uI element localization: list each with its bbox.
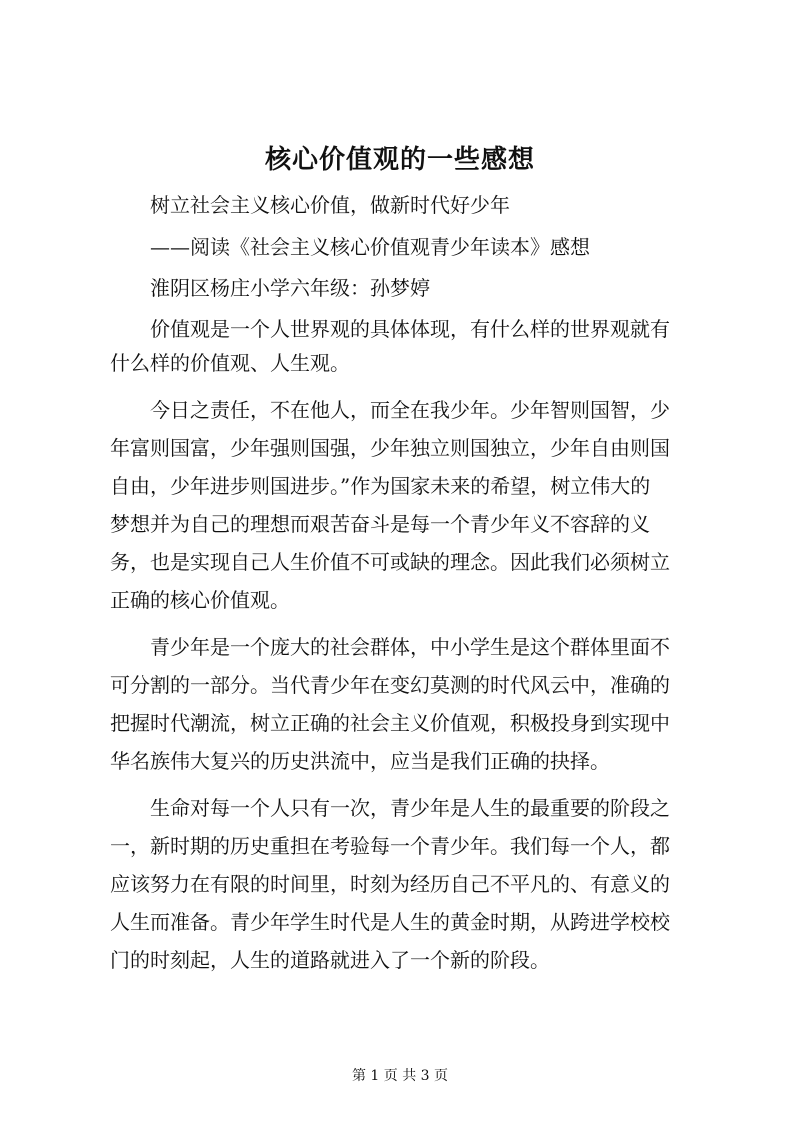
paragraph-line: 今日之责任，不在他人，而全在我少年。少年智则国智，少	[150, 398, 670, 422]
author-line: 淮阴区杨庄小学六年级：孙梦婷	[150, 276, 430, 300]
paragraph-line: 人生而准备。青少年学生时代是人生的黄金时期，从跨进学校校	[110, 910, 670, 934]
paragraph-line: 华名族伟大复兴的历史洪流中，应当是我们正确的抉择。	[110, 749, 610, 773]
document-title: 核心价值观的一些感想	[264, 145, 535, 175]
paragraph-line: 正确的核心价值观。	[110, 588, 290, 612]
paragraph-line: 门的时刻起，人生的道路就进入了一个新的阶段。	[110, 948, 550, 972]
paragraph-line: 生命对每一个人只有一次，青少年是人生的最重要的阶段之	[150, 796, 670, 820]
paragraph-line: 把握时代潮流，树立正确的社会主义价值观，积极投身到实现中	[110, 711, 670, 735]
paragraph-line: 一，新时期的历史重担在考验每一个青少年。我们每一个人，都	[110, 834, 670, 858]
paragraph-line: 青少年是一个庞大的社会群体，中小学生是这个群体里面不	[150, 635, 670, 659]
page-footer: 第 1 页 共 3 页	[351, 1068, 449, 1084]
reading-note: ——阅读《社会主义核心价值观青少年读本》感想	[150, 235, 590, 259]
paragraph-line: 可分割的一部分。当代青少年在变幻莫测的时代风云中，准确的	[110, 673, 670, 697]
paragraph-line: 务，也是实现自己人生价值不可或缺的理念。因此我们必须树立	[110, 550, 670, 574]
paragraph-line: 年富则国富，少年强则国强，少年独立则国独立，少年自由则国	[110, 436, 670, 460]
paragraph-line: 自由，少年进步则国进步。”作为国家未来的希望，树立伟大的	[110, 474, 651, 498]
paragraph-line: 应该努力在有限的时间里，时刻为经历自己不平凡的、有意义的	[110, 872, 670, 896]
paragraph-line: 价值观是一个人世界观的具体体现，有什么样的世界观就有	[150, 317, 670, 341]
paragraph-line: 什么样的价值观、人生观。	[110, 351, 350, 375]
subtitle: 树立社会主义核心价值，做新时代好少年	[150, 193, 510, 217]
paragraph-line: 梦想并为自己的理想而艰苦奋斗是每一个青少年义不容辞的义	[110, 512, 650, 536]
